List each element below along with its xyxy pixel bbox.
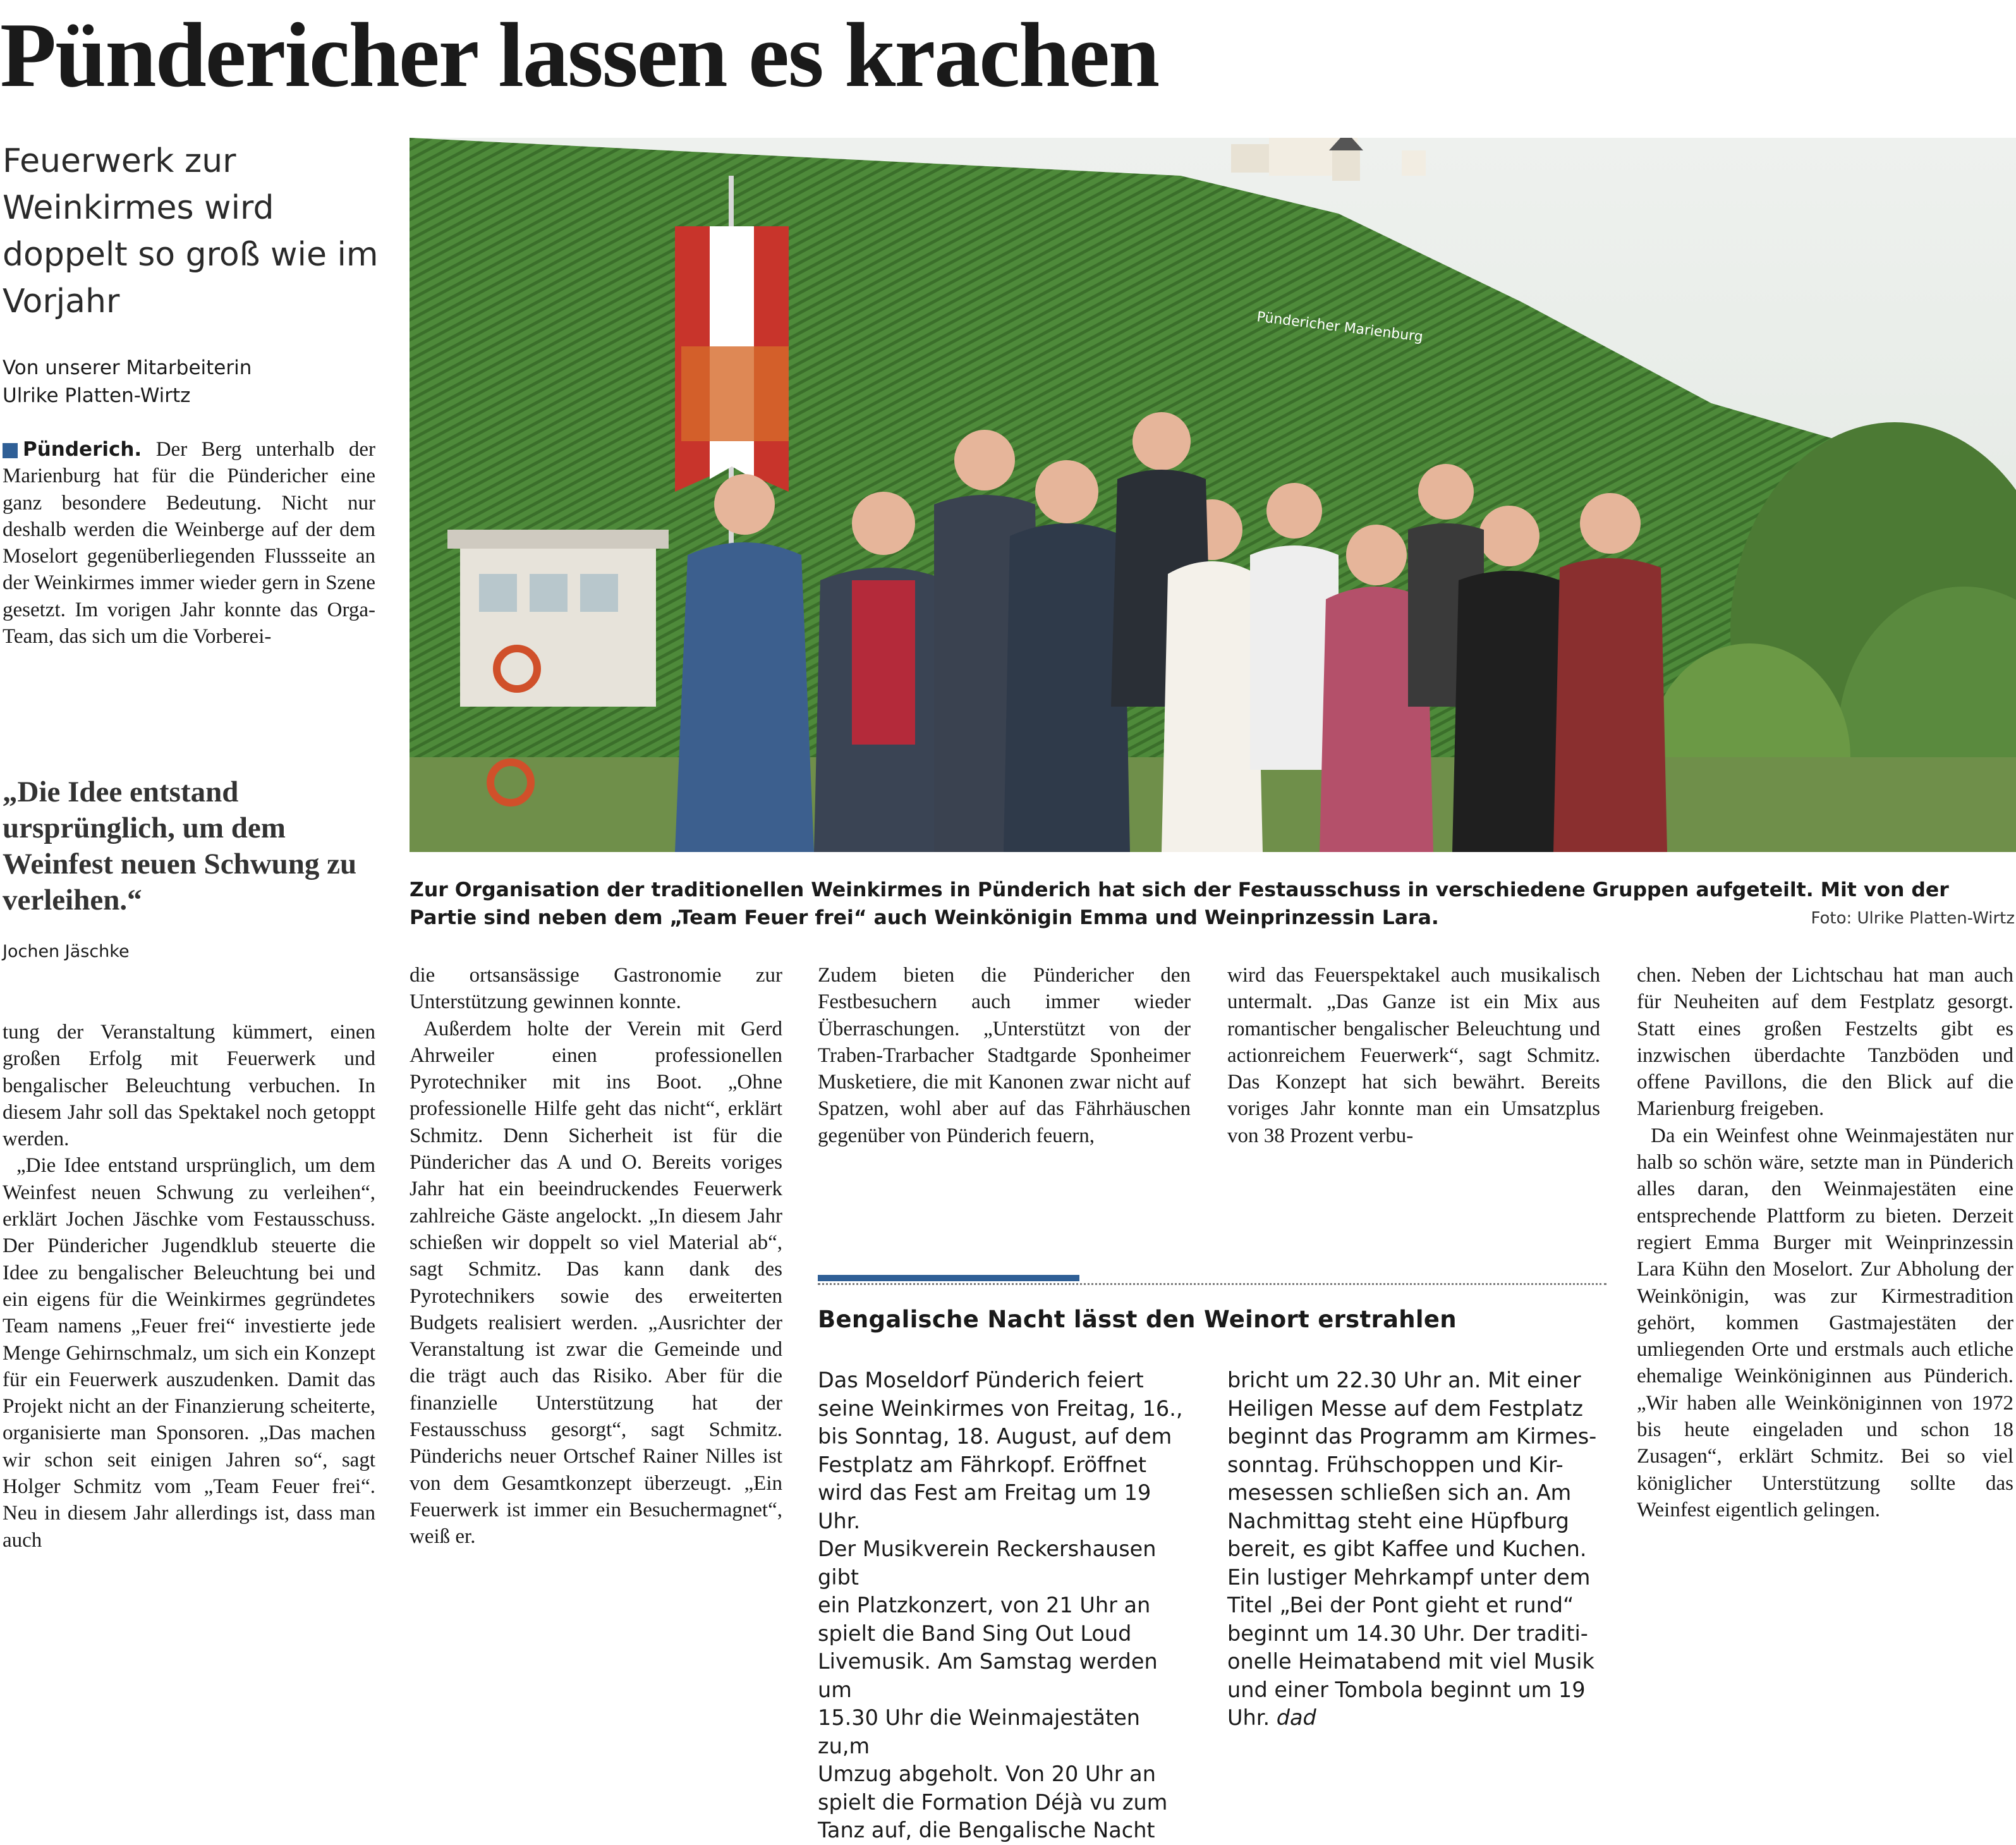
paragraph: Außerdem holte der Verein mit Gerd Ahrweiler einen professionellen Pyrotechniker mit ins Boot. „Ohne professionelle Hilfe geht das nicht“, erklärt Schmitz. Denn Sicherheit ist für die Pündericher das A und O. Bereits voriges Jahr hat ein beeindruckendes Feuerwerk zahlreiche Gäste angelockt. „In diesem Jahr schießen wir doppelt so viel Material ab“, sagt Schmitz. Das kann dank des Pyrotechnikers sowie des erweiterten Budgets realisiert werden. „Ausrichter der Veranstaltung ist zwar die Gemeinde und die trägt auch das Risiko. Aber für die finanzielle Unterstützung hat der Festausschuss gesorgt“, sagt Schmitz. Pünderichs neuer Ortschef Rainer Nilles ist von dem Gesamtkonzept überzeugt. „Ein Feuerwerk ist immer ein Besuchermagnet“, weiß er. <box>410 1017 782 1549</box>
byline-line-1: Von unserer Mitarbeiterin <box>3 356 252 379</box>
photo-credit: Foto: Ulrike Platten-Wirtz <box>1811 909 2015 928</box>
headline: Pündericher lassen es krachen <box>0 4 1159 106</box>
lead-paragraph <box>3 436 375 650</box>
pull-quote-author: Jochen Jäschke <box>3 942 130 961</box>
body-column-1 <box>3 1019 375 1554</box>
pull-quote: „Die Idee entstand ursprünglich, um dem Weinfest neuen Schwung zu verleihen.“ <box>3 776 357 916</box>
infobox-column-1: Das Moseldorf Pünderich feiert seine Weinkirmes von Freitag, 16., bis Sonntag, 18. August, auf dem Festplatz am Fährkopf. Eröffnet wird das Fest am Freitag um 19 Uhr. Der Musikverein Reckershausen gibt ein Platzkonzert, von 21 Uhr an spielt die Band Sing Out Loud Livemusik. Am Samstag werden um 15.30 Uhr die Weinmajestäten zu,m Umzug abgeholt. Von 20 Uhr an spielt die Formation Déjà vu zum Tanz auf, die Bengalische Nacht <box>818 1368 1183 1842</box>
photo-illustration <box>410 138 2016 852</box>
infobox-title: Bengalische Nacht lässt den Weinort erstrahlen <box>818 1306 1457 1333</box>
infobox-accent-bar <box>818 1275 1079 1281</box>
byline <box>3 354 382 410</box>
paragraph: tung der Veranstaltung kümmert, einen großen Erfolg mit Feuerwerk und bengalischer Beleuchtung verbuchen. In diesem Jahr soll das Spektakel noch getoppt werden. <box>3 1021 375 1151</box>
body-column-3 <box>818 962 1191 1149</box>
dateline: Pünderich. <box>23 438 142 461</box>
photo-caption: Zur Organisation der traditionellen Weinkirmes in Pünderich hat sich der Festausschuss in verschiedene Gruppen aufgeteilt. Mit von der Partie sind neben dem „Team Feuer frei“ auch Weinkönigin Emma und Weinprinzessin Lara. <box>410 879 1949 929</box>
byline-author: Ulrike Platten-Wirtz <box>3 384 191 407</box>
body-column-2 <box>410 962 782 1550</box>
infobox-column-2 <box>1227 1367 1606 1732</box>
paragraph: chen. Neben der Lichtschau hat man auch für Neuheiten auf dem Festplatz gesorgt. Statt eines großen Festzelts gibt es inzwischen überdachte Tanzböden und offene Pavillons, die den Blick auf die Marienburg freigeben. <box>1637 964 2013 1121</box>
dateline-square-icon <box>3 443 18 458</box>
paragraph: Zudem bieten die Pündericher den Festbesuchern auch immer wieder Überraschungen. „Unterstützt von der Traben-Trarbacher Stadtgarde Sponheimer Musketiere, die mit Kanonen zwar nicht auf Spatzen, wohl aber auf das Fährhäuschen gegenüber von Pünderich feuern, <box>818 964 1191 1147</box>
infobox-text: bricht um 22.30 Uhr an. Mit einer Heiligen Messe auf dem Festplatz beginnt das Programm am Kirmes- sonntag. Frühschoppen und Kir- mesessen schließen sich an. Am Nachmittag steht eine Hüpfburg bereit, es gibt Kaffee und Kuchen. Ein lustiger Mehrkampf unter dem Titel „Bei der Pont gieht et rund“ beginnt um 14.30 Uhr. Der traditi- onelle Heimatabend mit viel Musik und einer Tombola beginnt um 19 Uhr. <box>1227 1368 1597 1730</box>
infobox-divider <box>818 1283 1606 1285</box>
subheadline: Feuerwerk zur Weinkirmes wird doppelt so groß wie im Vorjahr <box>3 142 379 320</box>
paragraph: Da ein Weinfest ohne Weinmajestäten nur halb so schön wäre, setzte man in Pünderich alles daran, den Weinmajestäten eine entsprechende Plattform zu bieten. Derzeit regiert Emma Burger mit Weinprinzessin Lara Kühn den Moselort. Zur Abholung der Weinkönigin, was zur Kirmestradition gehört, kommen Gastmajestäten der umliegenden Orte und erstmals auch etliche ehemalige Weinköniginnen aus Pünderich. „Wir haben alle Weinköniginnen von 1972 bis heute eingeladen und schon 18 Zusagen“, erklärt Schmitz. Bei so viel königlicher Unterstützung sollte das Weinfest eigentlich gelingen. <box>1637 1124 2013 1521</box>
lead-text: Der Berg unterhalb der Marienburg hat für die Pündericher eine ganz besondere Bedeutung. Nicht nur deshalb werden die Weinberge auf der dem Moselort gegenüberliegenden Flussseite an der Weinkirmes immer wieder gern in Szene gesetzt. Im vorigen Jahr konnte das Orga-Team, das sich um die Vorberei- <box>3 438 375 648</box>
paragraph: wird das Feuerspektakel auch musikalisch untermalt. „Das Ganze ist ein Mix aus romantischer bengalischer Beleuchtung und actionreichem Feuerwerk“, sagt Schmitz. Das Konzept hat sich bewährt. Bereits voriges Jahr konnte man ein Umsatzplus von 38 Prozent verbu- <box>1227 964 1600 1147</box>
body-column-5 <box>1637 962 2013 1523</box>
hillside-sign: Pündericher Marienburg <box>1256 309 1424 346</box>
body-column-4 <box>1227 962 1600 1149</box>
article-photo <box>410 138 2016 852</box>
paragraph: „Die Idee entstand ursprünglich, um dem Weinfest neuen Schwung zu verleihen“, erklärt Jochen Jäschke vom Festausschuss. Der Pündericher Jugendklub steuerte die Idee zu bengalischer Beleuchtung bei und ein eigens für die Weinkirmes gegründetes Team namens „Feuer frei“ investierte jede Menge Gehirnschmalz, um sich ein Konzept für ein Feuerwerk auszudenken. Damit das Projekt nicht an der Finanzierung scheiterte, organisierte man Sponsoren. „Das machen wir schon seit einigen Jahren so“, sagt Holger Schmitz vom „Team Feuer frei“. Neu in diesem Jahr allerdings ist, dass man auch <box>3 1154 375 1552</box>
paragraph: die ortsansässige Gastronomie zur Unterstützung gewinnen konnte. <box>410 964 782 1014</box>
author-signature: dad <box>1276 1705 1316 1730</box>
